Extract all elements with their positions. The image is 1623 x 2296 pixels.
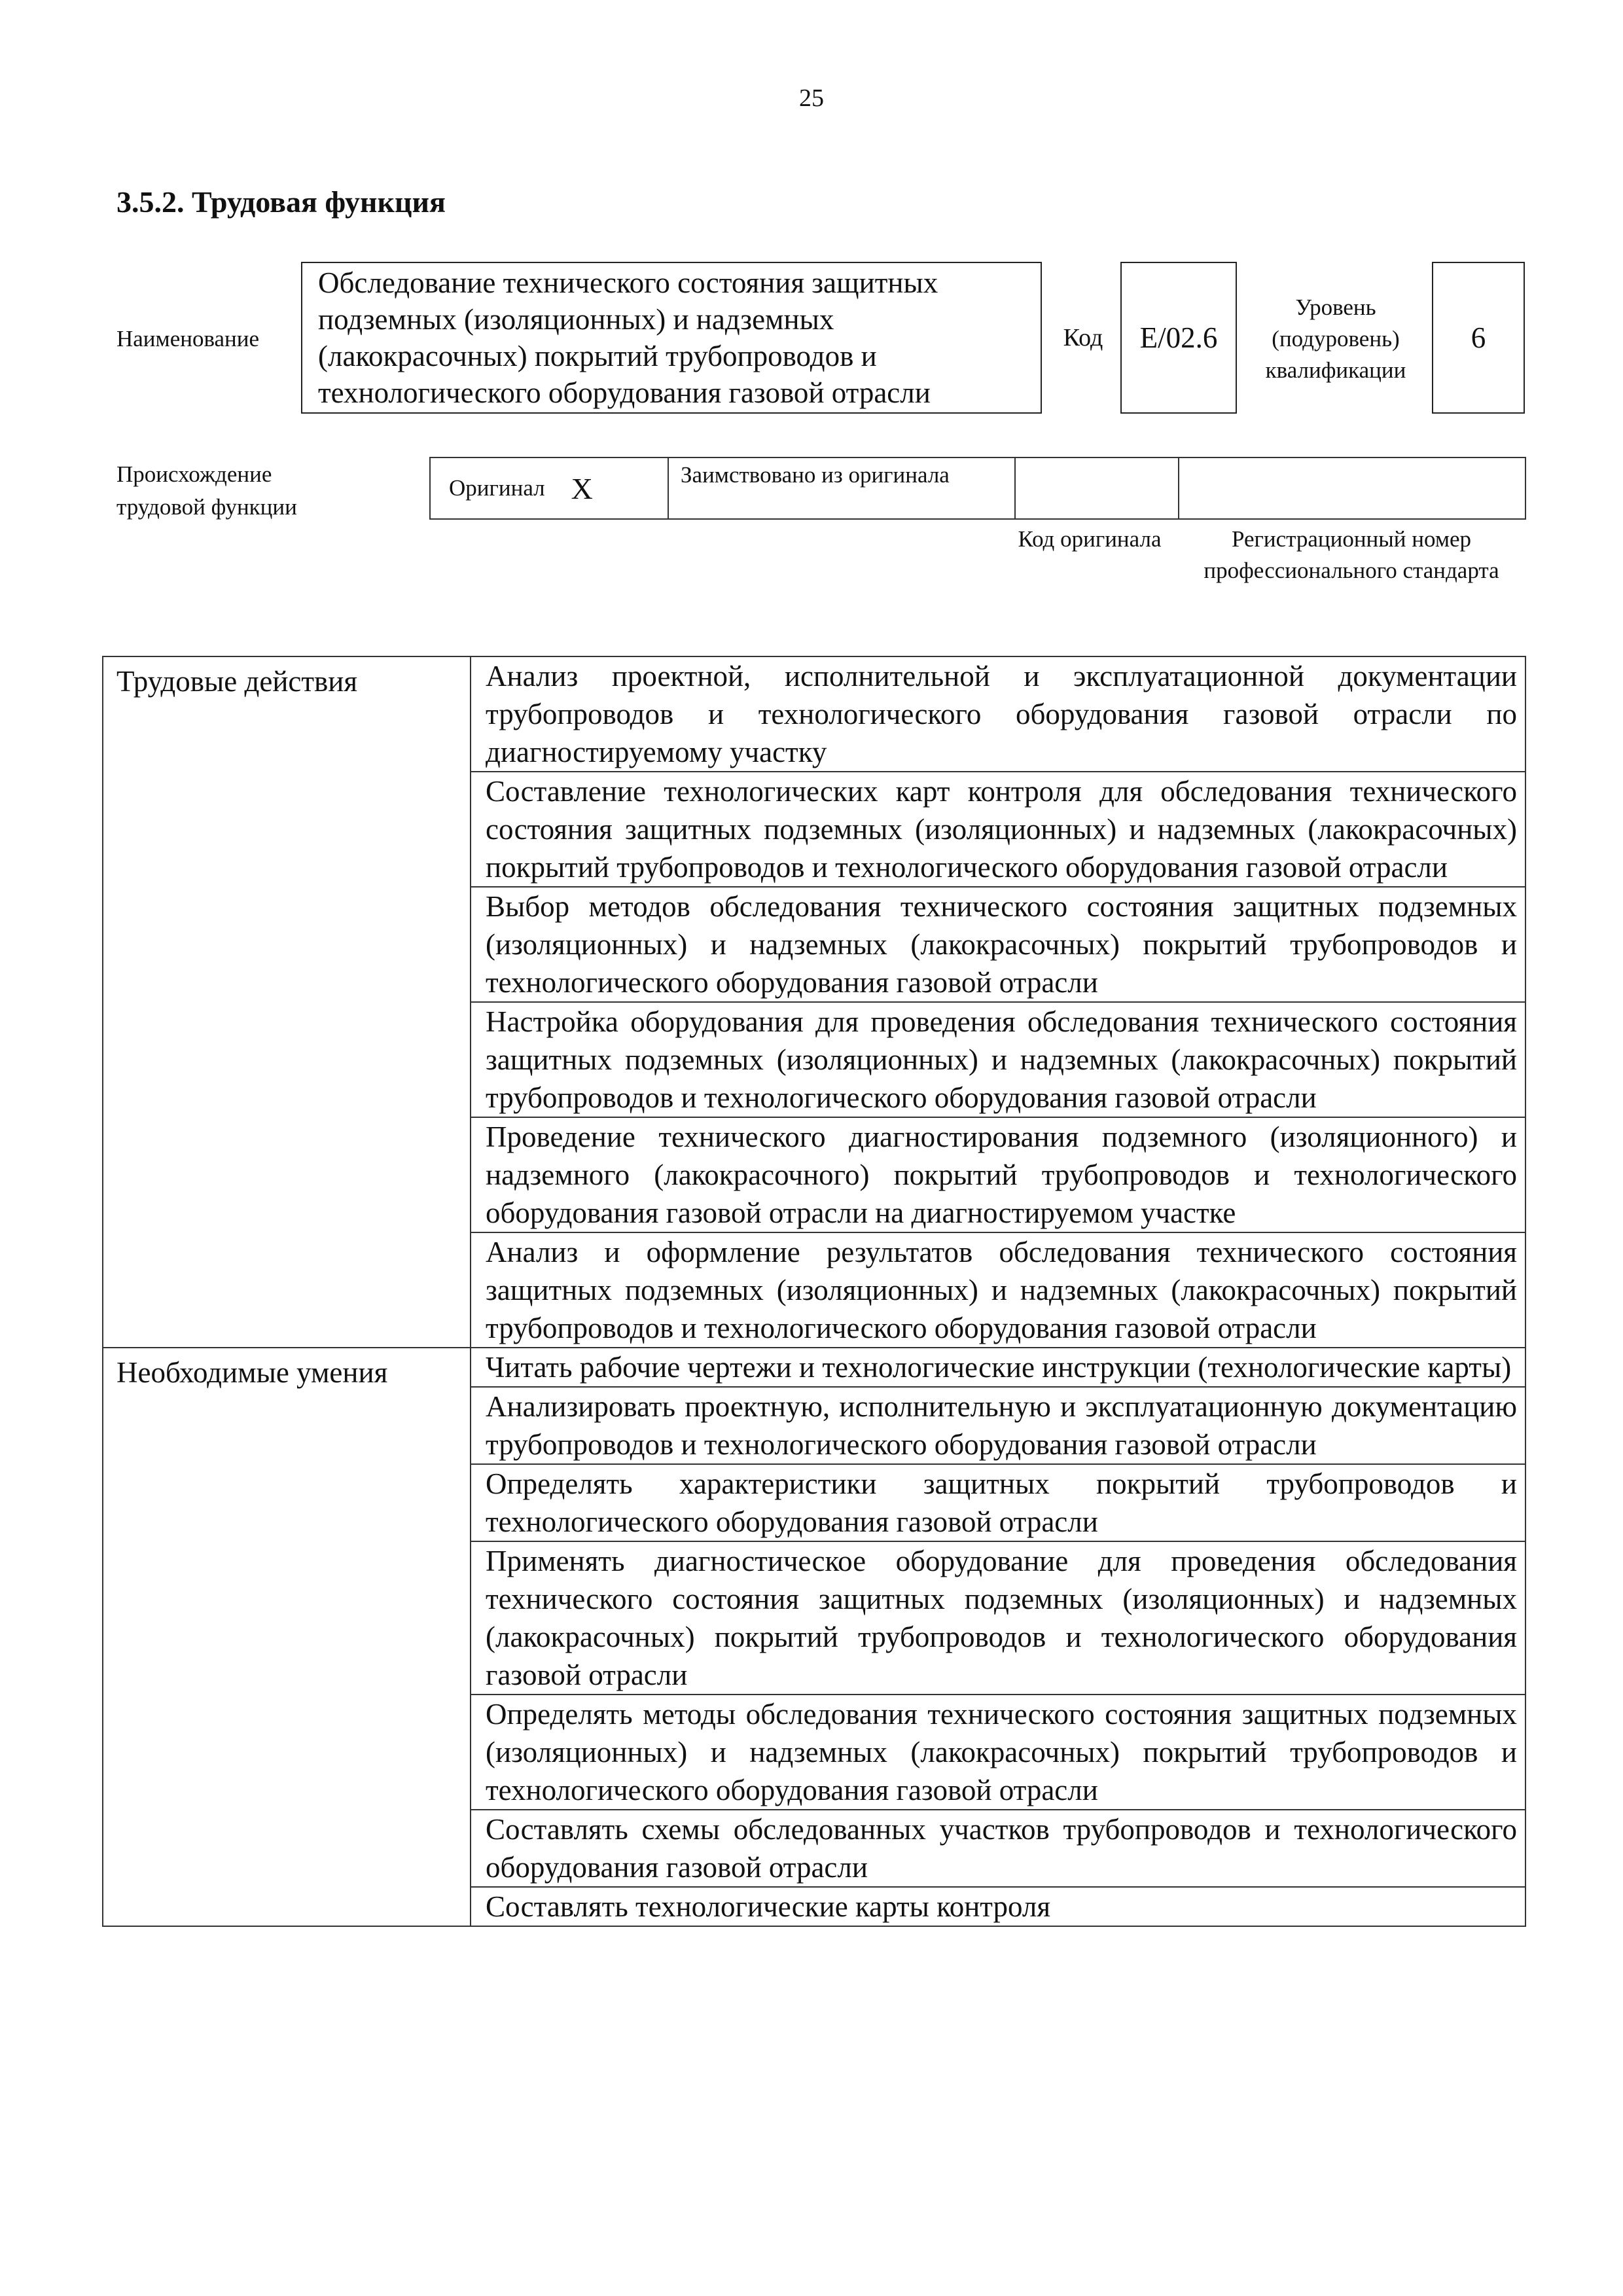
item-cell: Составлять технологические карты контроля <box>471 1887 1525 1926</box>
origin-code-cell <box>1016 458 1179 518</box>
code-box <box>1120 262 1237 414</box>
original-mark: X <box>571 471 593 505</box>
item-cell: Составление технологических карт контроля для обследования технического состояния защитных подземных (изоляционных) и надземных (лакокрасочных) покрытий трубопроводов и технологического оборудования газовой отрасли <box>471 772 1525 887</box>
item-cell: Применять диагностическое оборудование для проведения обследования технического состояния защитных подземных (изоляционных) и надземных (лакокрасочных) покрытий трубопроводов и технологического оборудования газовой отрасли <box>471 1541 1525 1695</box>
name-box <box>301 262 1042 414</box>
original-label: Оригинал <box>449 475 545 501</box>
item-cell: Анализ проектной, исполнительной и эксплуатационной документации трубопроводов и технологического оборудования газовой отрасли по диагностируемому участку <box>471 656 1525 772</box>
item-cell: Читать рабочие чертежи и технологические инструкции (технологические карты) <box>471 1348 1525 1387</box>
level-value: 6 <box>1471 321 1486 354</box>
origin-borrowed-cell <box>669 458 1016 518</box>
code-caption: Код оригинала <box>1018 526 1162 552</box>
code-label: Код <box>1063 324 1103 351</box>
item-cell: Выбор методов обследования технического состояния защитных подземных (изоляционных) и надземных (лакокрасочных) покрытий трубопроводов и технологического оборудования газовой отрасли <box>471 887 1525 1002</box>
item-cell: Проведение технического диагностирования подземного (изоляционного) и надземного (лакокрасочного) покрытий трубопроводов и технологического оборудования газовой отрасли на диагностируемом участке <box>471 1117 1525 1232</box>
origin-label: Происхождение трудовой функции <box>116 461 297 520</box>
item-cell: Анализ и оформление результатов обследования технического состояния защитных подземных (изоляционных) и надземных (лакокрасочных) покрытий трубопроводов и технологического оборудования газовой отрасли <box>471 1232 1525 1348</box>
origin-reg-cell <box>1179 458 1525 518</box>
borrowed-label: Заимствовано из оригинала <box>681 462 950 488</box>
item-cell: Настройка оборудования для проведения обследования технического состояния защитных подземных (изоляционных) и надземных (лакокрасочных) покрытий трубопроводов и технологического оборудования газовой отрасли <box>471 1002 1525 1117</box>
item-cell: Определять характеристики защитных покрытий трубопроводов и технологического оборудования газовой отрасли <box>471 1464 1525 1541</box>
name-label: Наименование <box>116 326 260 351</box>
level-label: Уровень (подуровень) квалификации <box>1265 295 1406 383</box>
section-title: 3.5.2. Трудовая функция <box>116 185 446 219</box>
category-cell: Трудовые действия <box>103 656 471 1348</box>
page-number: 25 <box>799 84 824 112</box>
item-cell: Составлять схемы обследованных участков трубопроводов и технологического оборудования газовой отрасли <box>471 1810 1525 1887</box>
origin-original-cell <box>431 458 669 518</box>
table-row <box>103 1348 1525 1387</box>
item-cell: Определять методы обследования технического состояния защитных подземных (изоляционных) и надземных (лакокрасочных) покрытий трубопроводов и технологического оборудования газовой отрасли <box>471 1695 1525 1810</box>
functions-table <box>102 656 1526 1927</box>
origin-table <box>429 457 1526 520</box>
item-cell: Анализировать проектную, исполнительную и эксплуатационную документацию трубопроводов и технологического оборудования газовой отрасли <box>471 1387 1525 1464</box>
level-box <box>1432 262 1525 414</box>
reg-caption: Регистрационный номер профессионального стандарта <box>1204 526 1499 583</box>
table-row <box>103 656 1525 772</box>
name-value: Обследование технического состояния защитных подземных (изоляционных) и надземных (лакокрасочных) покрытий трубопроводов и технологического оборудования газовой отрасли <box>318 266 938 409</box>
code-value: E/02.6 <box>1139 321 1218 354</box>
category-cell: Необходимые умения <box>103 1348 471 1926</box>
